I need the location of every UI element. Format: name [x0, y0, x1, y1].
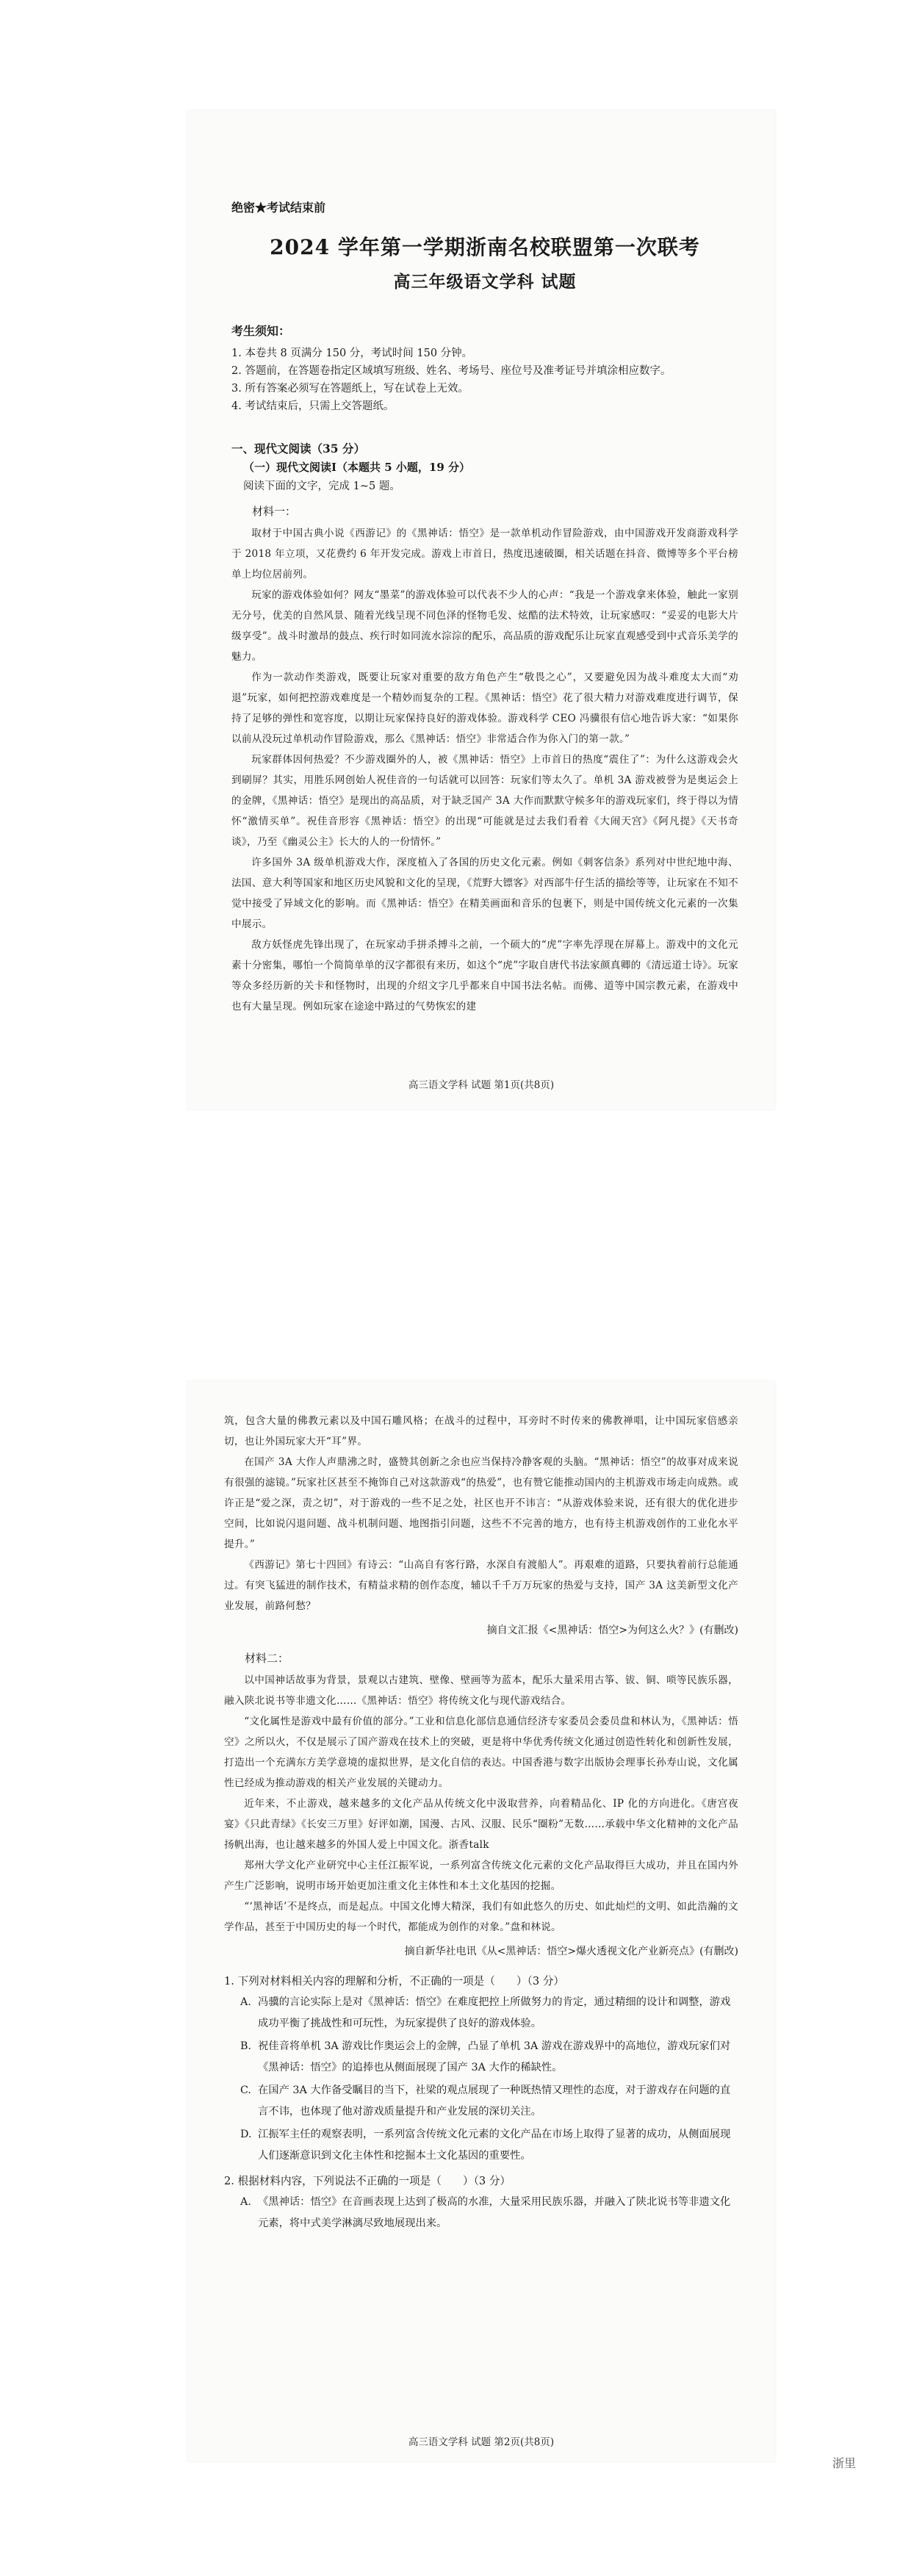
article-paragraph: 取材于中国古典小说《西游记》的《黑神话：悟空》是一款单机动作冒险游戏，由中国游戏开发商游戏科学于 2018 年立项，又花费约 6 年开发完成。游戏上市首日，热度迅速破圈，相关话题在抖音、微博等多个平台榜单上均位居前列。	[231, 528, 738, 580]
watermark-label: 浙里	[832, 2456, 856, 2470]
article-paragraph: 近年来，不止游戏，越来越多的文化产品从传统文化中汲取营养，向着精品化、IP 化的方向进化。《唐宫夜宴》《只此青绿》《长安三万里》好评如潮，国漫、古风、汉服、民乐“圈粉”无数……承载中华文化精神的文化产品扬帆出海，也让越来越多的外国人爱上中国文化。浙香talk	[224, 1798, 738, 1851]
question-1-option-c: C. 在国产 3A 大作备受瞩目的当下，社梁的观点展现了一种既热情又理性的态度，对于游戏存在问题的直言不讳，也体现了他对游戏质量提升和产业发展的深切关注。	[240, 2084, 731, 2118]
reading-instruction: 阅读下面的文字，完成 1~5 题。	[243, 481, 400, 492]
article-paragraph: 《西游记》第七十四回》有诗云：“山高自有客行路，水深自有渡船人”。再艰难的道路，只要执着前行总能通过。有突飞猛进的制作技术，有精益求精的创作态度，辅以千千万万玩家的热爱与支持，国产 3A 这美新型文化产业发展，前路何愁？	[224, 1559, 738, 1612]
article-paragraph: 许多国外 3A 级单机游戏大作，深度植入了各国的历史文化元素。例如《刺客信条》系列对中世纪地中海、法国、意大利等国家和地区历史风貌和文化的呈现，《荒野大镖客》对西部牛仔生活的描绘等等，让玩家在不知不觉中接受了异域文化的影响。而《黑神话：悟空》在精美画面和音乐的包裹下，则是中国传统文化元素的一次集中展示。	[231, 857, 738, 930]
question-1-option-a: A. 冯骥的言论实际上是对《黑神话：悟空》在难度把控上所做努力的肯定，通过精细的设计和调整，游戏成功平衡了挑战性和可玩性，为玩家提供了良好的游戏体验。	[240, 1996, 731, 2029]
article-paragraph: “文化属性是游戏中最有价值的部分。”工业和信息化部信息通信经济专家委员会委员盘和林认为，《黑神话：悟空》之所以火，不仅是展示了国产游戏在技术上的突破，更是将中华优秀传统文化通过创造性转化和创新性发展，打造出一个充满东方美学意境的虚拟世界，是文化自信的表达。中国香港与数字出版协会理事长孙寿山说，文化属性已经成为推动游戏的相关产业发展的关键动力。	[224, 1716, 738, 1789]
page1-content	[231, 198, 738, 1017]
secret-label: 绝密★考试结束前	[231, 201, 326, 215]
exam-subtitle: 高三年级语文学科 试题	[393, 272, 577, 292]
material-1-label: 材料一：	[252, 505, 297, 518]
article-paragraph: 在国产 3A 大作人声鼎沸之时，盛赞其创新之余也应当保持冷静客观的头脑。“黑神话：悟空”的故事对成来说有很强的滤镜。”玩家社区甚至不掩饰自己对这款游戏“的热爱”，也有赞它能推动国内的主机游戏市场走向成熟。或许正是“爱之深，责之切”，对于游戏的一些不足之处，社区也开不讳言：“从游戏体验来说，还有很大的优化进步空间，比如说闪退问题、战斗机制问题、地图指引问题，这些不不完善的地方，也有待主机游戏创作的工业化水平提升。”	[224, 1456, 738, 1550]
subsection-title: （一）现代文阅读Ⅰ（本题共 5 小题，19 分）	[243, 461, 470, 474]
material-2-label: 材料二：	[245, 1652, 289, 1665]
question-1-stem: 1. 下列对材料相关内容的理解和分析，不正确的一项是（ ）（3 分）	[224, 1975, 565, 1987]
exam-title: 2024 学年第一学期浙南名校联盟第一次联考	[270, 235, 700, 259]
source-citation: 摘自文汇报《<黑神话：悟空>为何这么火？》(有删改)	[486, 1625, 738, 1636]
page2-content	[224, 1411, 738, 2236]
notice-item: 3. 所有答案必须写在答题纸上，写在试卷上无效。	[231, 383, 469, 395]
question-1-option-d: D. 江振军主任的观察表明，一系列富含传统文化元素的文化产品在市场上取得了显著的成功，从侧面展现人们逐渐意识到文化主体性和挖掘本土文化基因的重要性。	[240, 2129, 731, 2162]
article-paragraph: 以中国神话故事为背景，景观以古建筑、壁像、壁画等为蓝本，配乐大量采用古筝、钹、铜、唢等民族乐器，融入陕北说书等非遗文化……《黑神话：悟空》将传统文化与现代游戏结合。	[224, 1674, 738, 1707]
section-title: 一、现代文阅读（35 分）	[231, 442, 365, 456]
article-paragraph: “‘黑神话’不是终点，而是起点。中国文化博大精深，我们有如此悠久的历史、如此灿烂的文明、如此浩瀚的文学作品，甚至于中国历史的每一个时代，都能成为创作的对象。”盘和林说。	[224, 1901, 738, 1933]
article-paragraph: 玩家群体因何热爱？不少游戏圈外的人，被《黑神话：悟空》上市首日的热度“震住了”：为什么这游戏会火到刷屏？其实，用胜乐网创始人祝佳音的一句话就可以回答：玩家们等太久了。单机 3A 游戏被誉为是奥运会上的金牌，《黑神话：悟空》是现出的高品质，对于缺乏国产 3A 大作而默默守候多年的游戏玩家们，终于得以为情怀“激情买单”。祝佳音形容《黑神话：悟空》的出现“可能就是过去我们看着《大闹天宫》《阿凡提》《天书奇谈》，乃至《幽灵公主》长大的人的一份情怀。”	[231, 754, 738, 848]
question-2-option-a: A. 《黑神话：悟空》在音画表现上达到了极高的水准，大量采用民族乐器，并融入了陕北说书等非遗文化元素，将中式美学淋漓尽致地展现出来。	[240, 2196, 731, 2229]
notice-item: 1. 本卷共 8 页满分 150 分，考试时间 150 分钟。	[231, 348, 473, 359]
question-1-option-b: B. 祝佳音将单机 3A 游戏比作奥运会上的金牌，凸显了单机 3A 游戏在游戏界中的高地位，游戏玩家们对《黑神话：悟空》的追捧也从侧面展现了国产 3A 大作的稀缺性。	[240, 2040, 731, 2073]
article-paragraph: 筑，包含大量的佛教元素以及中国石雕风格；在战斗的过程中，耳旁时不时传来的佛教禅唱，让中国玩家倍感亲切，也让外国玩家大开“耳”界。	[224, 1415, 738, 1447]
notice-title: 考生须知：	[231, 324, 291, 338]
notice-item: 4. 考试结束后，只需上交答题纸。	[231, 400, 395, 412]
source-citation: 摘自新华社电讯《从<黑神话：悟空>爆火透视文化产业新亮点》(有删改)	[404, 1946, 738, 1957]
article-paragraph: 作为一款动作类游戏，既要让玩家对重要的敌方角色产生“敬畏之心”，又要避免因为战斗难度太大而“劝退”玩家，如何把控游戏难度是一个精妙而复杂的工程。《黑神话：悟空》花了很大精力对游戏难度进行调节，保持了足够的弹性和宽容度，以期让玩家保持良好的游戏体验。游戏科学 CEO 冯骥很有信心地告诉大家：“如果你以前从没玩过单机动作冒险游戏，那么《黑神话：悟空》非常适合作为你入门的第一款。”	[231, 672, 738, 745]
exam-page-2	[187, 1381, 775, 2461]
article-paragraph: 玩家的游戏体验如何？网友“墨菜”的游戏体验可以代表不少人的心声：“我是一个游戏拿来体验，触此一家别无分号，优美的自然风景、随着光线呈现不同色泽的怪物毛发、炫酷的法术特效，让玩家感叹：“妥妥的电影大片级享受”。战斗时激昂的鼓点、疾行时如同流水淙淙的配乐，高品质的游戏配乐让玩家直观感受到中式音乐美学的魅力。	[231, 589, 738, 663]
page-footer: 高三语文学科 试题 第1页(共8页)	[408, 1079, 555, 1091]
page-footer: 高三语文学科 试题 第2页(共8页)	[408, 2436, 555, 2448]
exam-page-1	[187, 110, 775, 1109]
question-2-stem: 2. 根据材料内容，下列说法不正确的一项是（ ）（3 分）	[224, 2175, 511, 2187]
article-paragraph: 郑州大学文化产业研究中心主任江振军说，一系列富含传统文化元素的文化产品取得巨大成功，并且在国内外产生广泛影响，说明市场开始更加注重文化主体性和本土文化基因的挖掘。	[224, 1860, 738, 1892]
article-paragraph: 敌方妖怪虎先锋出现了，在玩家动手拼杀搏斗之前，一个硕大的“虎”字率先浮现在屏幕上。游戏中的文化元素十分密集，哪怕一个简简单单的汉字都很有来历，如这个“虎”字取自唐代书法家颜真卿的《清远道士诗》。玩家等众多经历新的关卡和怪物时，出现的介绍文字几乎都来自中国书法名帖。而佛、道等中国宗教元素，在游戏中也有大量呈现。例如玩家在途途中路过的气势恢宏的建	[231, 939, 738, 1012]
notice-item: 2. 答题前，在答题卷指定区域填写班级、姓名、考场号、座位号及准考证号并填涂相应数字。	[231, 365, 671, 377]
